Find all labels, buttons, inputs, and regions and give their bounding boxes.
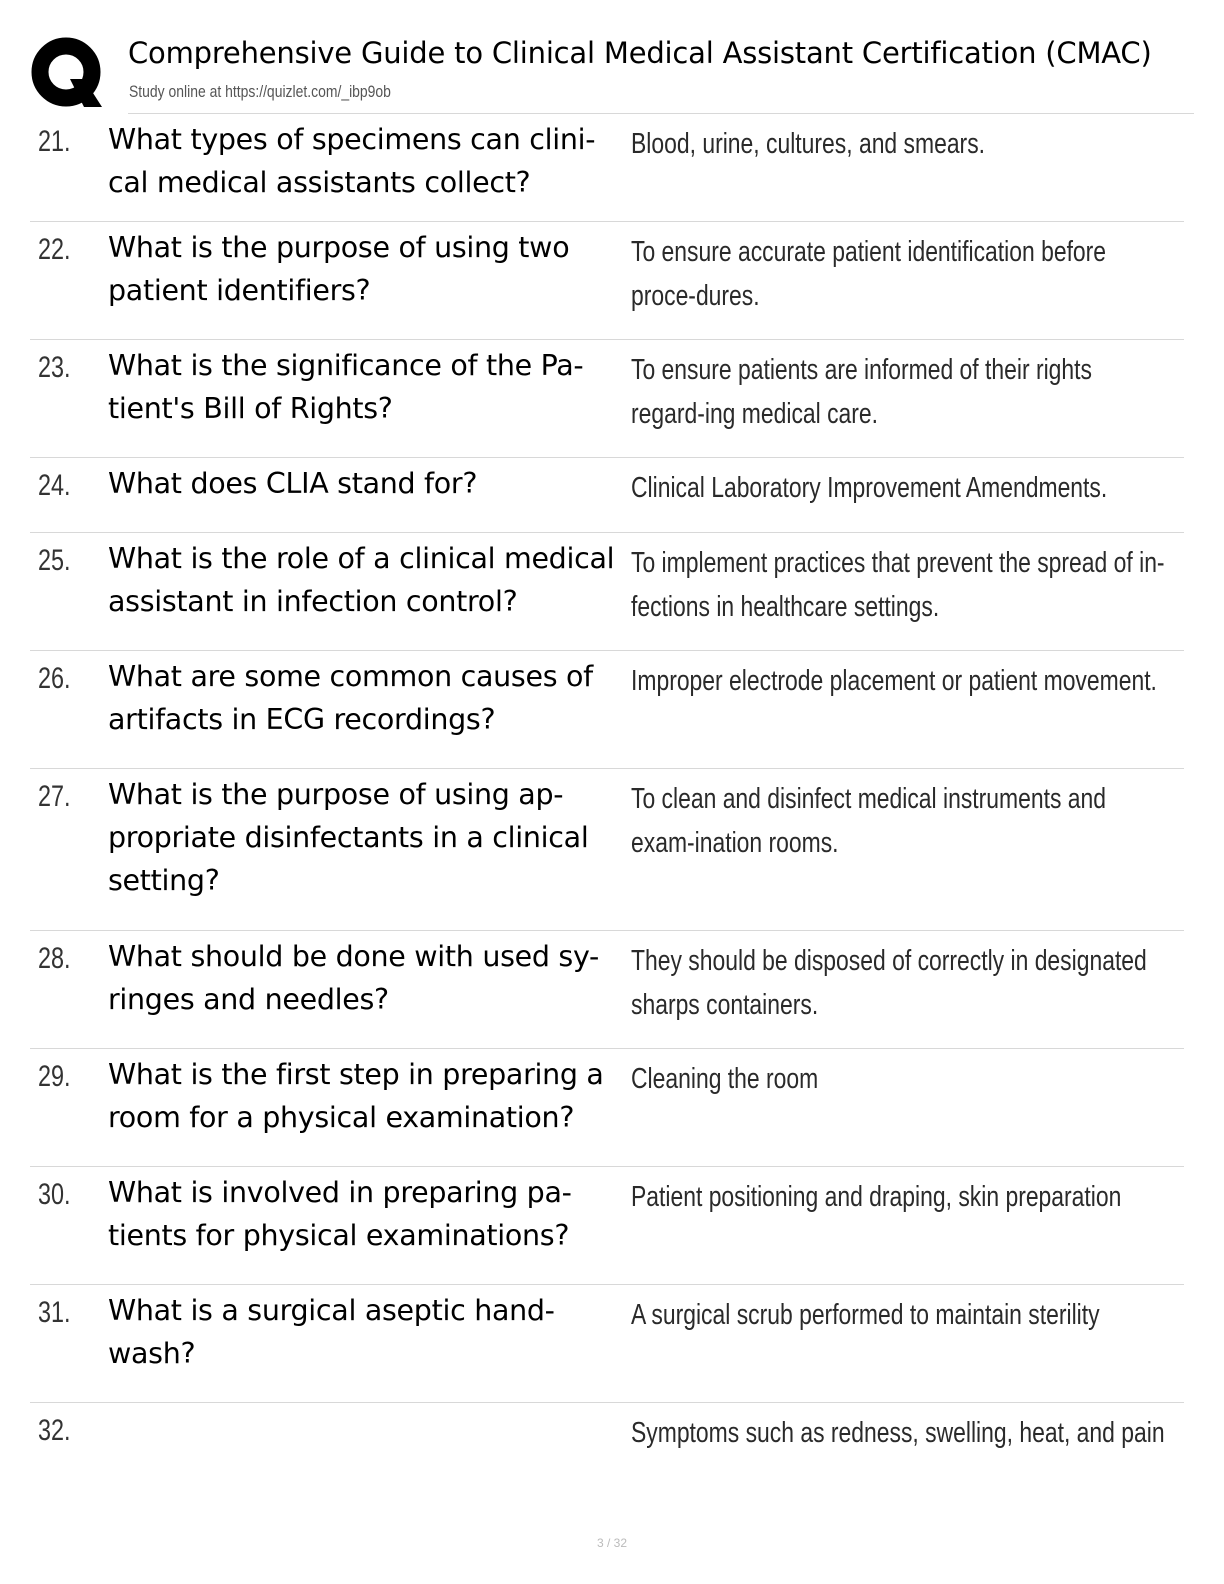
card-question: What is involved in preparing pa-tients for physical examinations? [108, 1176, 572, 1252]
card-answer: Cleaning the room [631, 1063, 819, 1095]
flashcard-row [30, 1285, 1184, 1403]
card-question: What is the purpose of using two patient identifiers? [108, 231, 570, 307]
card-answer: Clinical Laboratory Improvement Amendments. [631, 472, 1108, 504]
card-number: 32. [38, 1414, 71, 1447]
card-number: 25. [38, 544, 71, 577]
card-question: What are some common causes of artifacts in ECG recordings? [108, 660, 593, 736]
page-header [30, 30, 1194, 114]
card-number: 30. [38, 1178, 71, 1211]
flashcard-row [30, 340, 1184, 458]
card-question: What is the significance of the Pa-tient's Bill of Rights? [108, 349, 584, 425]
card-number: 24. [38, 469, 71, 502]
flashcard-row [30, 458, 1184, 533]
flashcard-row [30, 769, 1184, 931]
page-number: 3 / 32 [596, 1536, 628, 1550]
flashcard-row [30, 222, 1184, 340]
document-title: Comprehensive Guide to Clinical Medical Assistant Certification (CMAC) [128, 36, 1152, 70]
flashcard-row [30, 114, 1184, 222]
flashcard-row [30, 533, 1184, 651]
flashcard-row [30, 1049, 1184, 1167]
card-number: 31. [38, 1296, 71, 1329]
card-question: What should be done with used sy-ringes and needles? [108, 940, 600, 1016]
flashcard-row [30, 651, 1184, 769]
card-number: 21. [38, 125, 71, 158]
flashcard-row [30, 1167, 1184, 1285]
card-question: What is the role of a clinical medical assistant in infection control? [108, 542, 615, 618]
card-answer: To clean and disinfect medical instruments and exam-ination rooms. [631, 783, 1107, 859]
card-question: What does CLIA stand for? [108, 467, 478, 500]
card-answer: Symptoms such as redness, swelling, heat, and pain [631, 1417, 1165, 1449]
card-number: 22. [38, 233, 71, 266]
card-answer: A surgical scrub performed to maintain sterility [631, 1299, 1100, 1331]
card-answer: Patient positioning and draping, skin preparation [631, 1181, 1122, 1213]
card-number: 27. [38, 780, 71, 813]
card-number: 26. [38, 662, 71, 695]
card-number: 28. [38, 942, 71, 975]
flashcard-row [30, 1403, 1184, 1473]
card-number: 23. [38, 351, 71, 384]
card-answer: Blood, urine, cultures, and smears. [631, 128, 986, 160]
study-link[interactable]: Study online at https://quizlet.com/_ibp9ob [129, 82, 391, 101]
card-answer: Improper electrode placement or patient movement. [631, 665, 1157, 697]
card-number: 29. [38, 1060, 71, 1093]
card-answer: To ensure patients are informed of their rights regard-ing medical care. [631, 354, 1092, 430]
quizlet-logo-icon [30, 35, 106, 111]
card-question: What types of specimens can clini-cal medical assistants collect? [108, 123, 596, 199]
card-answer: To implement practices that prevent the spread of in-fections in healthcare settings. [631, 547, 1165, 623]
card-answer: To ensure accurate patient identification before proce-dures. [631, 236, 1107, 312]
flashcard-row [30, 931, 1184, 1049]
card-question: What is the first step in preparing a room for a physical examination? [108, 1058, 604, 1134]
card-question: What is a surgical aseptic hand-wash? [108, 1294, 555, 1370]
card-question: What is the purpose of using ap-propriate disinfectants in a clinical setting? [108, 778, 589, 897]
card-answer: They should be disposed of correctly in designated sharps containers. [631, 945, 1147, 1021]
flashcard-list [30, 114, 1184, 1473]
